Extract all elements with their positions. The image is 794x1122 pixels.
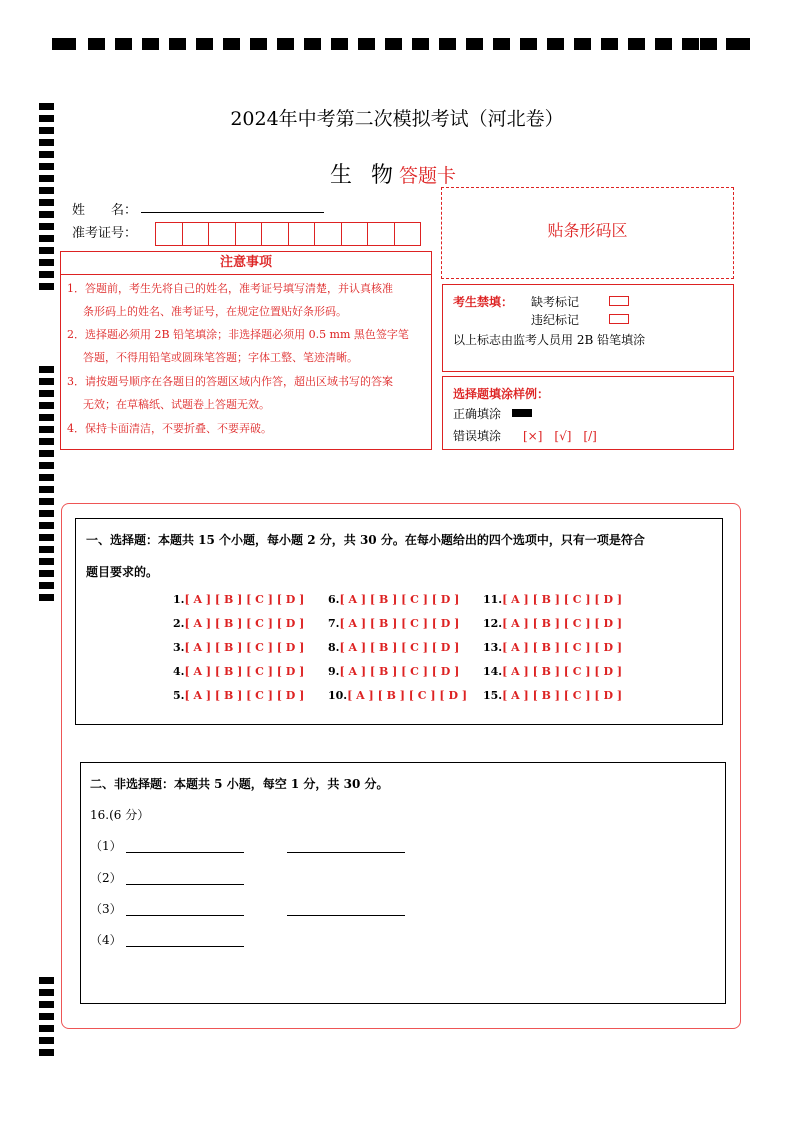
- timing-mark: [39, 1001, 54, 1008]
- notice-line: 无效；在草稿纸、试题卷上答题无效。: [83, 398, 270, 411]
- answer-options[interactable]: [ A ] [ B ] [ C ] [ D ]: [184, 665, 305, 678]
- choice-question-8[interactable]: [328, 641, 459, 654]
- answer-options[interactable]: [ A ] [ B ] [ C ] [ D ]: [502, 641, 623, 654]
- timing-mark: [39, 199, 54, 206]
- page-title: 2024年中考第二次模拟考试（河北卷）: [230, 108, 564, 130]
- notice-line: 4．保持卡面清洁，不要折叠、不要弄破。: [67, 422, 272, 435]
- answer-blank[interactable]: [287, 852, 405, 853]
- question-number: 11.: [483, 593, 503, 606]
- question-number: 7.: [328, 617, 340, 630]
- timing-mark: [39, 151, 54, 158]
- question-number: 4.: [173, 665, 185, 678]
- subject-name: 生 物: [330, 163, 399, 188]
- section2-instructions: 二、非选择题：本题共 5 小题，每空 1 分，共 30 分。: [90, 777, 389, 791]
- timing-mark: [39, 211, 54, 218]
- timing-mark: [39, 163, 54, 170]
- question-number: 14.: [483, 665, 503, 678]
- question-number: 13.: [483, 641, 503, 654]
- question-number: 5.: [173, 689, 185, 702]
- answer-options[interactable]: [ A ] [ B ] [ C ] [ D ]: [339, 665, 460, 678]
- top-timing-marks: [52, 38, 750, 50]
- section1-box: [75, 518, 723, 725]
- timing-mark: [39, 570, 54, 577]
- question-number: 9.: [328, 665, 340, 678]
- timing-mark: [39, 1049, 54, 1056]
- notice-line: 3．请按题号顺序在各题目的答题区域内作答，超出区域书写的答案: [67, 375, 393, 388]
- timing-mark: [39, 594, 54, 601]
- choice-question-3[interactable]: [173, 641, 304, 654]
- timing-mark: [39, 450, 54, 457]
- wrong-marks: [×] [√] [/]: [523, 429, 597, 443]
- name-label: 姓 名：: [72, 203, 138, 218]
- timing-mark: [39, 366, 54, 373]
- timing-mark: [39, 1037, 54, 1044]
- timing-mark: [39, 247, 54, 254]
- timing-mark: [39, 582, 54, 589]
- timing-mark: [39, 1013, 54, 1020]
- timing-mark: [39, 546, 54, 553]
- answer-blank[interactable]: [126, 884, 244, 885]
- timing-mark: [39, 271, 54, 278]
- wrong-label: 错误填涂: [453, 429, 502, 443]
- choice-question-12[interactable]: [483, 617, 622, 630]
- barcode-area: 贴条形码区: [441, 187, 734, 279]
- timing-mark: [39, 977, 54, 984]
- choice-question-10[interactable]: [328, 689, 467, 702]
- sub-question-label: （3）: [90, 902, 122, 916]
- answer-options[interactable]: [ A ] [ B ] [ C ] [ D ]: [502, 593, 623, 606]
- violation-mark-box[interactable]: [609, 314, 629, 324]
- answer-options[interactable]: [ A ] [ B ] [ C ] [ D ]: [184, 617, 305, 630]
- name-field[interactable]: [141, 212, 324, 213]
- question-number: 12.: [483, 617, 503, 630]
- subject-title: [330, 158, 456, 189]
- question-number: 8.: [328, 641, 340, 654]
- timing-mark: [39, 462, 54, 469]
- answer-options[interactable]: [ A ] [ B ] [ C ] [ D ]: [339, 641, 460, 654]
- answer-options[interactable]: [ A ] [ B ] [ C ] [ D ]: [339, 617, 460, 630]
- timing-mark: [39, 223, 54, 230]
- forbidden-box: [442, 284, 734, 372]
- answer-blank[interactable]: [287, 915, 405, 916]
- sub-question-label: （1）: [90, 839, 122, 853]
- choice-question-4[interactable]: [173, 665, 304, 678]
- question-number: 15.: [483, 689, 503, 702]
- timing-mark: [39, 235, 54, 242]
- filled-mark-sample: [512, 409, 532, 417]
- timing-mark: [39, 259, 54, 266]
- timing-mark: [39, 426, 54, 433]
- sample-heading: 选择题填涂样例：: [453, 387, 550, 401]
- notice-line: 答题，不得用铅笔或圆珠笔答题；字体工整、笔迹清晰。: [83, 351, 358, 364]
- timing-mark: [39, 510, 54, 517]
- section1-instructions: 一、选择题：本题共 15 个小题，每小题 2 分，共 30 分。在每小题给出的四个选项中，只有一项是符合: [86, 533, 645, 547]
- absent-label: 缺考标记: [531, 295, 580, 309]
- question-number: 1.: [173, 593, 185, 606]
- absent-mark-box[interactable]: [609, 296, 629, 306]
- timing-mark: [39, 486, 54, 493]
- question-16-label: 16.(6 分）: [90, 808, 150, 822]
- answer-options[interactable]: [ A ] [ B ] [ C ] [ D ]: [184, 593, 305, 606]
- notice-line: 1．答题前，考生先将自己的姓名，准考证号填写清楚，并认真核准: [67, 282, 393, 295]
- timing-mark: [39, 522, 54, 529]
- timing-mark: [39, 378, 54, 385]
- timing-mark: [39, 139, 54, 146]
- forbidden-label: 考生禁填：: [453, 295, 514, 309]
- choice-question-5[interactable]: [173, 689, 304, 702]
- timing-mark: [39, 989, 54, 996]
- notice-heading: 注意事项: [60, 251, 432, 275]
- answer-options[interactable]: [ A ] [ B ] [ C ] [ D ]: [347, 689, 468, 702]
- sample-box: [442, 376, 734, 450]
- sub-question-label: （2）: [90, 871, 122, 885]
- answer-options[interactable]: [ A ] [ B ] [ C ] [ D ]: [184, 641, 305, 654]
- answer-options[interactable]: [ A ] [ B ] [ C ] [ D ]: [502, 689, 623, 702]
- answer-options[interactable]: [ A ] [ B ] [ C ] [ D ]: [184, 689, 305, 702]
- choice-question-7[interactable]: [328, 617, 459, 630]
- notice-box: [60, 274, 432, 450]
- answer-options[interactable]: [ A ] [ B ] [ C ] [ D ]: [502, 665, 623, 678]
- choice-question-11[interactable]: [483, 593, 622, 606]
- choice-question-2[interactable]: [173, 617, 304, 630]
- question-number: 3.: [173, 641, 185, 654]
- notice-line: 条形码上的姓名、准考证号，在规定位置贴好条形码。: [83, 305, 347, 318]
- section2-box: [80, 762, 726, 1004]
- forbidden-note: 以上标志由监考人员用 2B 铅笔填涂: [453, 333, 646, 347]
- section1-instructions-2: 题目要求的。: [86, 565, 159, 579]
- choice-question-15[interactable]: [483, 689, 622, 702]
- timing-mark: [39, 283, 54, 290]
- timing-mark: [39, 414, 54, 421]
- question-number: 10.: [328, 689, 348, 702]
- choice-question-14[interactable]: [483, 665, 622, 678]
- notice-line: 2．选择题必须用 2B 铅笔填涂；非选择题必须用 0.5 mm 黑色签字笔: [67, 328, 409, 341]
- violation-label: 违纪标记: [531, 313, 580, 327]
- sub-question-label: （4）: [90, 933, 122, 947]
- answer-blank[interactable]: [126, 946, 244, 947]
- id-number-boxes[interactable]: [155, 222, 421, 246]
- answer-options[interactable]: [ A ] [ B ] [ C ] [ D ]: [502, 617, 623, 630]
- timing-mark: [39, 175, 54, 182]
- timing-mark: [39, 390, 54, 397]
- timing-mark: [39, 534, 54, 541]
- card-label: 答题卡: [399, 165, 457, 187]
- timing-mark: [39, 498, 54, 505]
- timing-mark: [39, 402, 54, 409]
- choice-question-1[interactable]: [173, 593, 304, 606]
- timing-mark: [39, 474, 54, 481]
- choice-question-9[interactable]: [328, 665, 459, 678]
- timing-mark: [39, 187, 54, 194]
- question-number: 6.: [328, 593, 340, 606]
- id-label: 准考证号：: [72, 226, 138, 241]
- timing-mark: [39, 558, 54, 565]
- answer-options[interactable]: [ A ] [ B ] [ C ] [ D ]: [339, 593, 460, 606]
- choice-question-6[interactable]: [328, 593, 459, 606]
- question-number: 2.: [173, 617, 185, 630]
- correct-label: 正确填涂: [453, 407, 502, 421]
- answer-blank[interactable]: [126, 915, 244, 916]
- choice-question-13[interactable]: [483, 641, 622, 654]
- timing-mark: [39, 1025, 54, 1032]
- timing-mark: [39, 438, 54, 445]
- answer-blank[interactable]: [126, 852, 244, 853]
